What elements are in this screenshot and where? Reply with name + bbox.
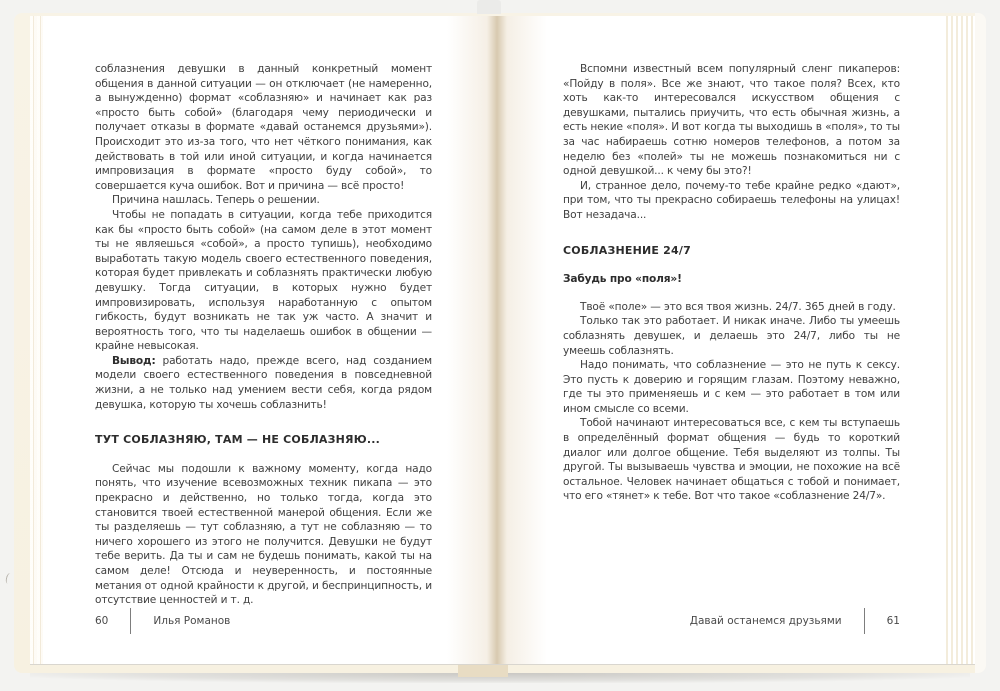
- paragraph: И, странное дело, почему-то тебе крайне редко «дают», при том, что ты прекрасно собираешь телефоны на улицах! Вот незадача...: [563, 179, 900, 221]
- page-number: 61: [886, 615, 900, 627]
- right-page-text-column: [563, 62, 900, 504]
- spine-gutter-shadow: [447, 16, 547, 664]
- page-stack-right-edge: [943, 16, 975, 664]
- page-stack-left-edge: [30, 16, 43, 664]
- paragraph: Сейчас мы подошли к важному моменту, когда надо понять, что изучение всевозможных техник пикапа — это прекрасно и действенно, но только тогда, когда это становится твоей естественной манерой общения. Если же ты разделяешь — тут соблазняю, а тут не соблазняю — то ничего хорошего из этого не получится. Девушки не будут тебе верить. Да ты и сам не будешь понимать, какой ты на самом деле! Отсюда и неуверенность, и постоянные метания от одной крайности к другой, и беспринципность, и отсутствие ценностей и т. д.: [95, 462, 432, 607]
- sub-heading: Забудь про «поля»!: [563, 273, 682, 286]
- running-title-author: Илья Романов: [153, 615, 231, 627]
- running-title-book: Давай останемся друзьями: [689, 615, 842, 627]
- section-heading: СОБЛАЗНЕНИЕ 24/7: [563, 243, 691, 257]
- paragraph: соблазнения девушки в данный конкретный момент общения в данной ситуации — он отключает (не намеренно, а вынужденно) формат «соблазняю» и начинает как раз «просто быть собой» (благодаря чему периодически и получает отказы в формате «давай останемся друзьями»). Происходит это из-за того, что нет чёткого понимания, как действовать в той или иной ситуации, и когда начинается импровизация в формате «просто буду собой», то совершается куча ошибок. Вот и причина — всё просто!: [95, 63, 432, 192]
- page-number: 60: [95, 615, 109, 627]
- paragraph: Причина нашлась. Теперь о решении.: [112, 194, 320, 207]
- footer-divider: [130, 608, 131, 634]
- paragraph: Твоё «поле» — это вся твоя жизнь. 24/7. 365 дней в году.: [580, 300, 896, 313]
- paragraph: Вывод: работать надо, прежде всего, над созданием модели своего естественного поведения в повседневной жизни, а не только над умением вести себя, когда рядом девушка, которую ты хочешь соблазнить!: [95, 354, 432, 411]
- paragraph-bold-lead: Вывод:: [112, 354, 156, 367]
- spine-top-edge: [477, 0, 501, 14]
- paragraph: Тобой начинают интересоваться все, с кем ты вступаешь в определённый формат общения — будь то короткий диалог или долгое общение. Тебя выделяют из толпы. Ты другой. Ты вызываешь чувства и эмоции, не похожие на всё остальное. Человек начинает общаться с тобой и понимает, что его «тянет» к тебе. Вот что такое «соблазнение 24/7».: [563, 417, 900, 503]
- paragraph: Надо понимать, что соблазнение — это не путь к сексу. Это пусть к доверию и горящим глазам. Поэтому неважно, где ты это применяешь и с кем — это работает в том или ином смысле со всеми.: [563, 359, 900, 415]
- section-heading: ТУТ СОБЛАЗНЯЮ, ТАМ — НЕ СОБЛАЗНЯЮ...: [95, 433, 380, 447]
- footer-divider: [864, 608, 865, 634]
- cover-scratch-mark: [5, 572, 13, 584]
- open-book: [14, 13, 986, 673]
- paragraph: Вспомни известный всем популярный сленг пикаперов: «Пойду в поля». Все же знают, что такое поля? Всех, кто хоть как-то интересовался искусством общения с девушками, пытались приучить, что есть обычная жизнь, а есть некие «поля». И вот когда ты выходишь в «поля», то ты за час набираешь сотню номеров телефонов, а потом за неделю без «полей» ты не можешь познакомиться ни с одной девушкой... к чему бы это?!: [563, 63, 900, 178]
- right-page-footer: [563, 607, 906, 635]
- book-cover-right-edge: [975, 13, 986, 673]
- left-page-footer: [95, 607, 432, 635]
- left-page-text-column: [95, 62, 432, 608]
- paragraph: Чтобы не попадать в ситуации, когда тебе приходится как бы «просто быть собой» (на самом деле в этот момент ты не являешься «собой», а просто тупишь), необходимо выработать такую модель своего естественного поведения, которая будет привлекать и соблазнять практически любую девушку. Тогда ситуации, в которых нужно будет импровизировать, используя наработанную с опытом гибкость, будут возникать не так уж часто. А значит и вероятность того, что ты наделаешь ошибок в общении — крайне невысокая.: [95, 208, 432, 353]
- paragraph: Только так это работает. И никак иначе. Либо ты умеешь соблазнять девушек, и делаешь это 24/7, либо ты не умеешь соблазнять.: [563, 315, 900, 357]
